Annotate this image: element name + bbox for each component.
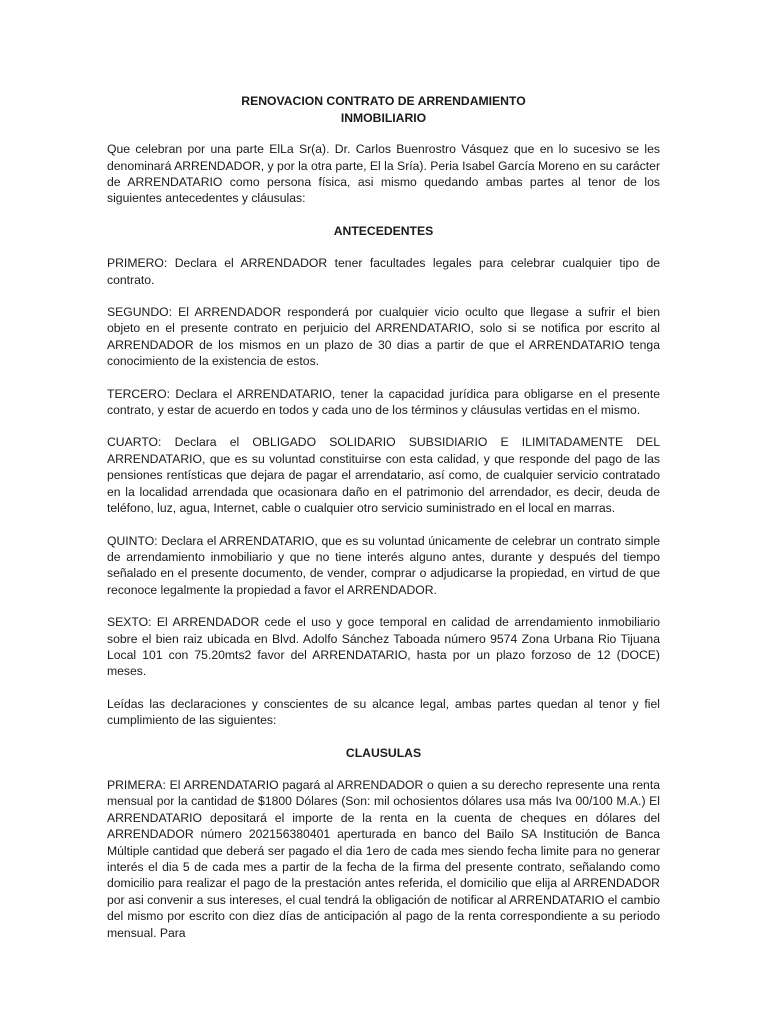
antecedente-sexto: SEXTO: El ARRENDADOR cede el uso y goce temporal en calidad de arrendamiento inmobiliario sobre el bien raiz ubicada en Blvd. Adolfo Sánchez Taboada número 9574 Zona Urbana Rio Tijuana Local 101 con 75.20mts2 favor del ARRENDATARIO, hasta por un plazo forzoso de 12 (DOCE) meses. <box>107 615 660 679</box>
clausulas-heading: CLAUSULAS <box>345 745 422 760</box>
document-title-line-1: RENOVACION CONTRATO DE ARRENDAMIENTO <box>241 94 526 108</box>
document-title-line-2: INMOBILIARIO <box>340 110 427 125</box>
antecedente-segundo: SEGUNDO: El ARRENDADOR responderá por cualquier vicio oculto que llegase a sufrir el bien objeto en el presente contrato en perjuicio del ARRENDATARIO, solo si se notifica por escrito al ARRENDADOR de los mismos en un plazo de 30 dias a partir de que el ARRENDATARIO tenga conocimiento de la existencia de estos. <box>107 305 660 369</box>
antecedente-quinto: QUINTO: Declara el ARRENDATARIO, que es su voluntad únicamente de celebrar un contrato simple de arrendamiento inmobiliario y que no tiene interés alguno antes, durante y después del tiempo señalado en el presente documento, de vender, comprar o adjudicarse la propiedad, en virtud de que reconoce legalmente la propiedad a favor el ARRENDADOR. <box>107 533 660 597</box>
antecedente-cuarto: CUARTO: Declara el OBLIGADO SOLIDARIO SUBSIDIARIO E ILIMITADAMENTE DEL ARRENDATARIO, que es su voluntad constituirse con esta calidad, y que responde del pago de las pensiones rentísticas que dejara de pagar el arrendatario, así como, de cualquier servicio contratado en la localidad arrendada que ocasionara daño en el patrimonio del arrendador, es decir, deuda de teléfono, luz, agua, Internet, cable o cualquier otro servicio suministrado en el local en marras. <box>107 435 660 516</box>
clausula-primera: PRIMERA: El ARRENDATARIO pagará al ARRENDADOR o quien a su derecho represente una renta mensual por la cantidad de $1800 Dólares (Son: mil ochosientos dólares usa más Iva 00/100 M.A.) El ARRENDATARIO depositará el importe de la renta en la cuenta de cheques en dólares del ARRENDADOR número 202156380401 aperturada en banco del Bailo SA Institución de Banca Múltiple cantidad que deberá ser pagado el dia 1ero de cada mes siendo fecha limite para no generar interés el dia 5 de cada mes a partir de la fecha de la firma del presente contrato, señalando como domicilio para realizar el pago de la prestación antes referida, el domicilio que elija al ARRENDADOR por asi convenir a sus intereses, el cual tendrá la obligación de notificar al ARRENDATARIO el cambio del mismo por escrito con diez días de anticipación al pago de la renta correspondiente a su periodo mensual. Para <box>107 777 660 940</box>
antecedente-primero: PRIMERO: Declara el ARRENDADOR tener facultades legales para celebrar cualquier tipo de contrato. <box>107 256 660 287</box>
antecedentes-heading: ANTECEDENTES <box>333 223 434 238</box>
intro-paragraph: Que celebran por una parte ElLa Sr(a). Dr. Carlos Buenrostro Vásquez que en lo sucesivo se les denominará ARRENDADOR, y por la otra parte, El la Sría). Peria Isabel García Moreno en su carácter de ARRENDATARIO como persona física, asi mismo quedando ambas partes al tenor de los siguientes antecedentes y cláusulas: <box>107 142 660 206</box>
leidas-paragraph: Leídas las declaraciones y conscientes de su alcance legal, ambas partes quedan al tenor y fiel cumplimiento de las siguientes: <box>107 696 660 728</box>
contract-page <box>107 93 660 941</box>
antecedente-tercero: TERCERO: Declara el ARRENDATARIO, tener la capacidad jurídica para obligarse en el presente contrato, y estar de acuerdo en todos y cada uno de los términos y cláusulas vertidas en el mismo. <box>107 386 660 418</box>
